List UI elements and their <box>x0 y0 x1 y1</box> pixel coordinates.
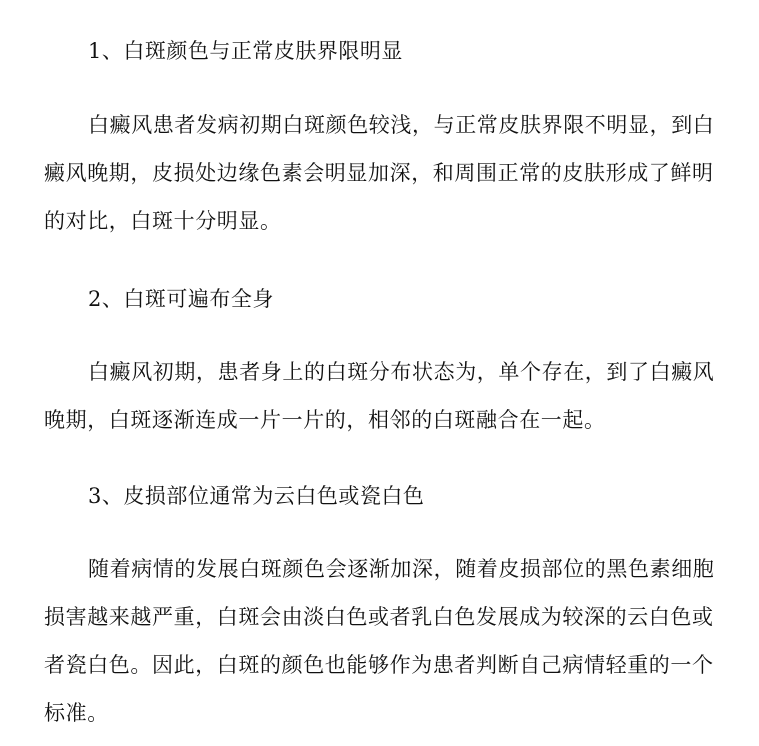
section-2-paragraph: 白癜风初期，患者身上的白斑分布状态为，单个存在，到了白癜风晚期，白斑逐渐连成一片一片的，相邻的白斑融合在一起。 <box>44 360 715 432</box>
section-1-paragraph: 白癜风患者发病初期白斑颜色较浅，与正常皮肤界限不明显，到白癜风晚期，皮损处边缘色素会明显加深，和周围正常的皮肤形成了鲜明的对比，白斑十分明显。 <box>44 113 715 233</box>
section-3-paragraph: 随着病情的发展白斑颜色会逐渐加深，随着皮损部位的黑色素细胞损害越来越严重，白斑会由淡白色或者乳白色发展成为较深的云白色或者瓷白色。因此，白斑的颜色也能够作为患者判断自己病情轻重的一个标准。 <box>44 557 715 725</box>
section-2-heading: 2、白斑可遍布全身 <box>88 287 274 311</box>
section-1-heading: 1、白斑颜色与正常皮肤界限明显 <box>88 39 403 63</box>
section-3-heading: 3、皮损部位通常为云白色或瓷白色 <box>88 484 425 508</box>
